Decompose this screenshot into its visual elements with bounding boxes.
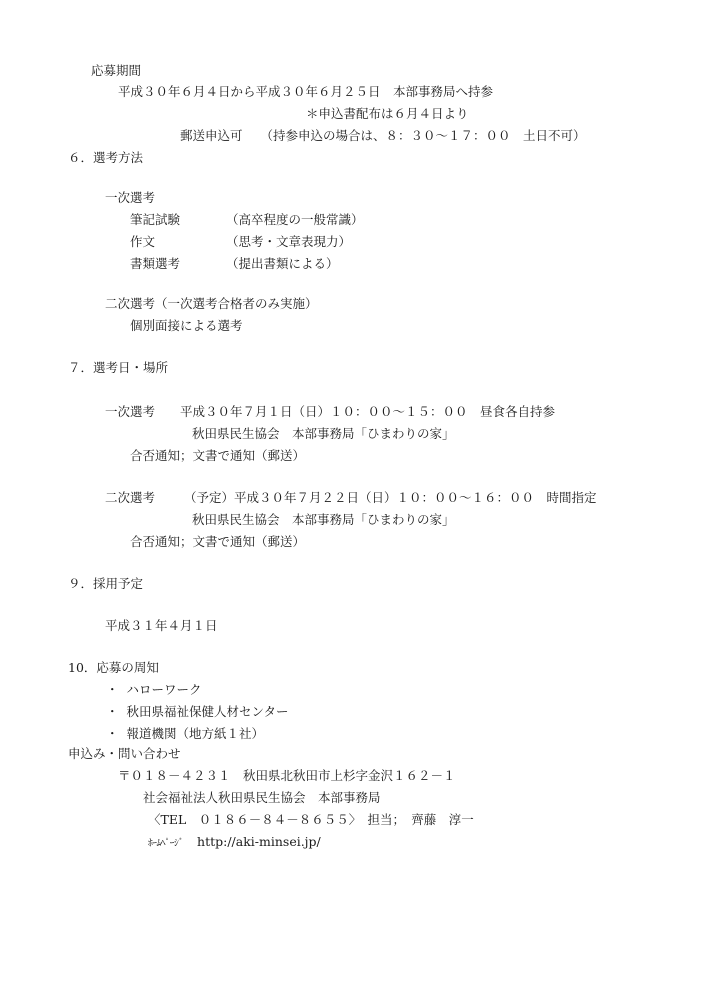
section-7-heading: ７．選考日・場所 [68,360,169,375]
form-distribution-note: ＊申込書配布は６月４日より [306,106,469,121]
contact-phone: 〈TEL ０１８６－８４－８６５５〉 担当； 齊藤 淳一 [148,812,474,827]
list-item: ・ ハローワーク [106,682,202,697]
application-period: 平成３０年６月４日から平成３０年６月２５日 本部事務局へ持参 [118,84,494,99]
method-item-desc: （高卒程度の一般常識） [226,212,364,227]
method-item-desc: （思考・文章表現力） [226,234,352,249]
contact-heading: 申込み・問い合わせ [68,746,181,761]
method-item-name: 作文 [130,234,156,249]
bullet-icon: ・ [106,682,119,697]
first-selection-label: 一次選考 [105,404,156,419]
first-selection-place: 秋田県民生協会 本部事務局「ひまわりの家」 [192,426,455,441]
second-selection-label: 二次選考 [105,490,156,505]
homepage-label: ﾎｰﾑﾍﾟｰｼﾞ [148,838,184,849]
contact-organization: 社会福祉法人秋田県民生協会 本部事務局 [143,790,381,805]
contact-address: 〒０１８－４２３１ 秋田県北秋田市上杉字金沢１６２－１ [118,768,456,783]
first-selection-title: 一次選考 [105,190,156,205]
homepage-line [148,836,321,849]
application-period-label: 応募期間 [91,63,142,78]
hours-note: （持参申込の場合は、８：３０～１７：００ 土日不可） [260,128,586,143]
second-selection-notice: 合否通知；文書で通知（郵送） [130,534,306,549]
hire-date: 平成３１年４月１日 [105,618,218,633]
second-selection-place: 秋田県民生協会 本部事務局「ひまわりの家」 [192,512,455,527]
bullet-icon: ・ [106,726,119,741]
second-selection-desc: 個別面接による選考 [130,318,243,333]
second-selection-title: 二次選考（一次選考合格者のみ実施） [105,296,318,311]
method-item-name: 筆記試験 [130,212,181,227]
second-selection-datetime: （予定）平成３０年７月２２日（日）１０：００～１６：００ 時間指定 [184,490,597,505]
method-item-name: 書類選考 [130,256,181,271]
bullet-icon: ・ [106,704,119,719]
first-selection-notice: 合否通知；文書で通知（郵送） [130,448,306,463]
section-10-heading: 10．応募の周知 [68,660,159,675]
mail-application-ok: 郵送申込可 [180,128,243,143]
method-item-desc: （提出書類による） [226,256,339,271]
section-9-heading: ９．採用予定 [68,576,144,591]
homepage-url[interactable]: http://aki-minsei.jp/ [197,834,321,849]
first-selection-datetime: 平成３０年７月１日（日）１０：００～１５：００ 昼食各自持参 [180,404,556,419]
list-item: ・ 秋田県福祉保健人材センター [106,704,289,719]
mail-application-line [180,130,586,143]
list-item: ・ 報道機関（地方紙１社） [106,726,265,741]
section-6-heading: ６．選考方法 [68,150,144,165]
